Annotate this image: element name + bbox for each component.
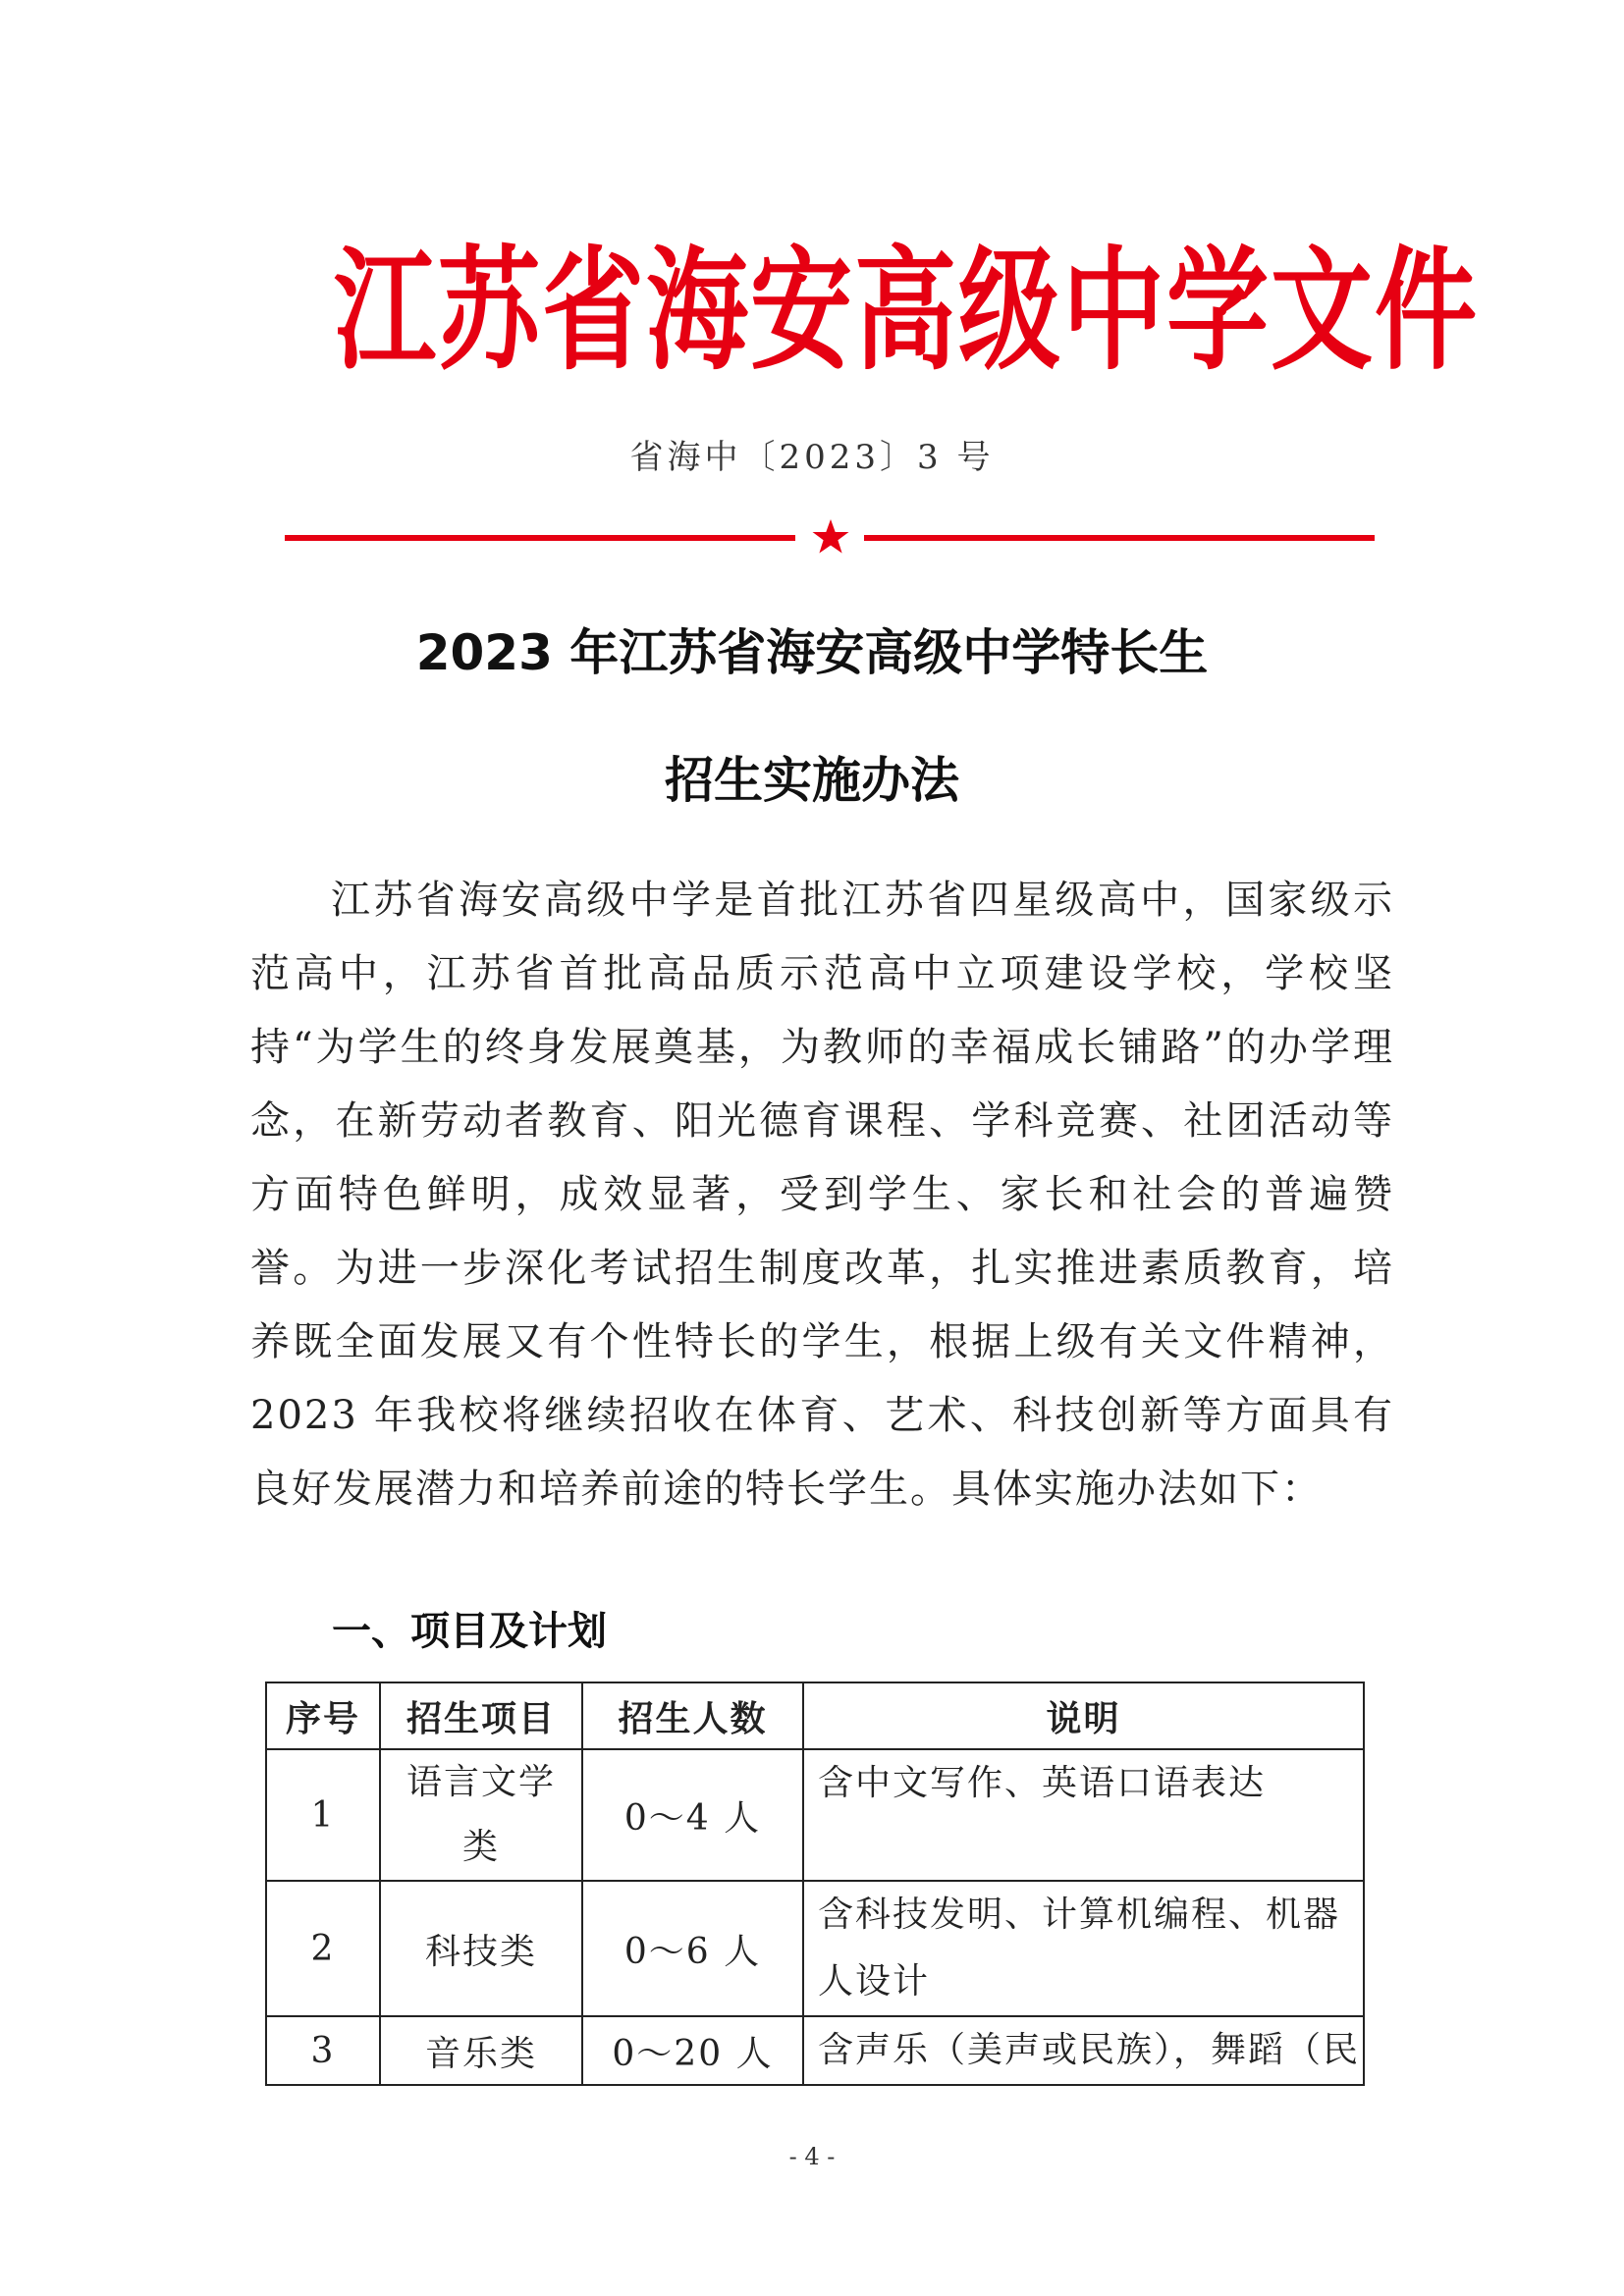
table-header-row [266, 1682, 1364, 1749]
letterhead-title: 江苏省海安高级中学文件 [334, 233, 1480, 389]
table-row [266, 1881, 1364, 2016]
red-star-icon [811, 517, 850, 557]
red-divider-left [285, 535, 795, 541]
cell-count: 0～20 人 [582, 2016, 803, 2085]
document-number: 省海中〔2023〕3 号 [629, 438, 995, 477]
header-item: 招生项目 [380, 1682, 582, 1749]
table-row [266, 2016, 1364, 2085]
intro-paragraph: 江苏省海安高级中学是首批江苏省四星级高中，国家级示范高中，江苏省首批高品质示范高中立项建设学校，学校坚持“为学生的终身发展奠基，为教师的幸福成长铺路”的办学理念，在新劳动者教育、阳光德育课程、学科竞赛、社团活动等方面特色鲜明，成效显著，受到学生、家长和社会的普遍赞誉。为进一步深化考试招生制度改革，扎实推进素质教育，培养既全面发展又有个性特长的学生，根据上级有关文件精神，2023 年我校将继续招收在体育、艺术、科技创新等方面具有良好发展潜力和培养前途的特长学生。具体实施办法如下： [250, 878, 1394, 1512]
section-heading: 一、项目及计划 [332, 1609, 607, 1654]
cell-description: 含声乐（美声或民族），舞蹈（民 [803, 2016, 1364, 2085]
cell-serial: 3 [266, 2016, 380, 2085]
cell-serial: 2 [266, 1881, 380, 2016]
enrollment-plan-table [265, 1682, 1365, 2086]
cell-count: 0～4 人 [582, 1749, 803, 1881]
page-number: - 4 - [788, 2143, 836, 2170]
table-row [266, 1749, 1364, 1881]
cell-serial: 1 [266, 1749, 380, 1881]
red-divider-right [864, 535, 1375, 541]
cell-description: 含科技发明、计算机编程、机器人设计 [803, 1881, 1364, 2016]
cell-description: 含中文写作、英语口语表达 [803, 1749, 1364, 1881]
header-count: 招生人数 [582, 1682, 803, 1749]
document-title-line2: 招生实施办法 [665, 752, 959, 809]
cell-count: 0～6 人 [582, 1881, 803, 2016]
document-title-line1: 2023 年江苏省海安高级中学特长生 [415, 624, 1209, 681]
header-description: 说明 [803, 1682, 1364, 1749]
header-serial: 序号 [266, 1682, 380, 1749]
cell-item: 语言文学类 [380, 1749, 582, 1881]
cell-item: 科技类 [380, 1881, 582, 2016]
cell-item: 音乐类 [380, 2016, 582, 2085]
